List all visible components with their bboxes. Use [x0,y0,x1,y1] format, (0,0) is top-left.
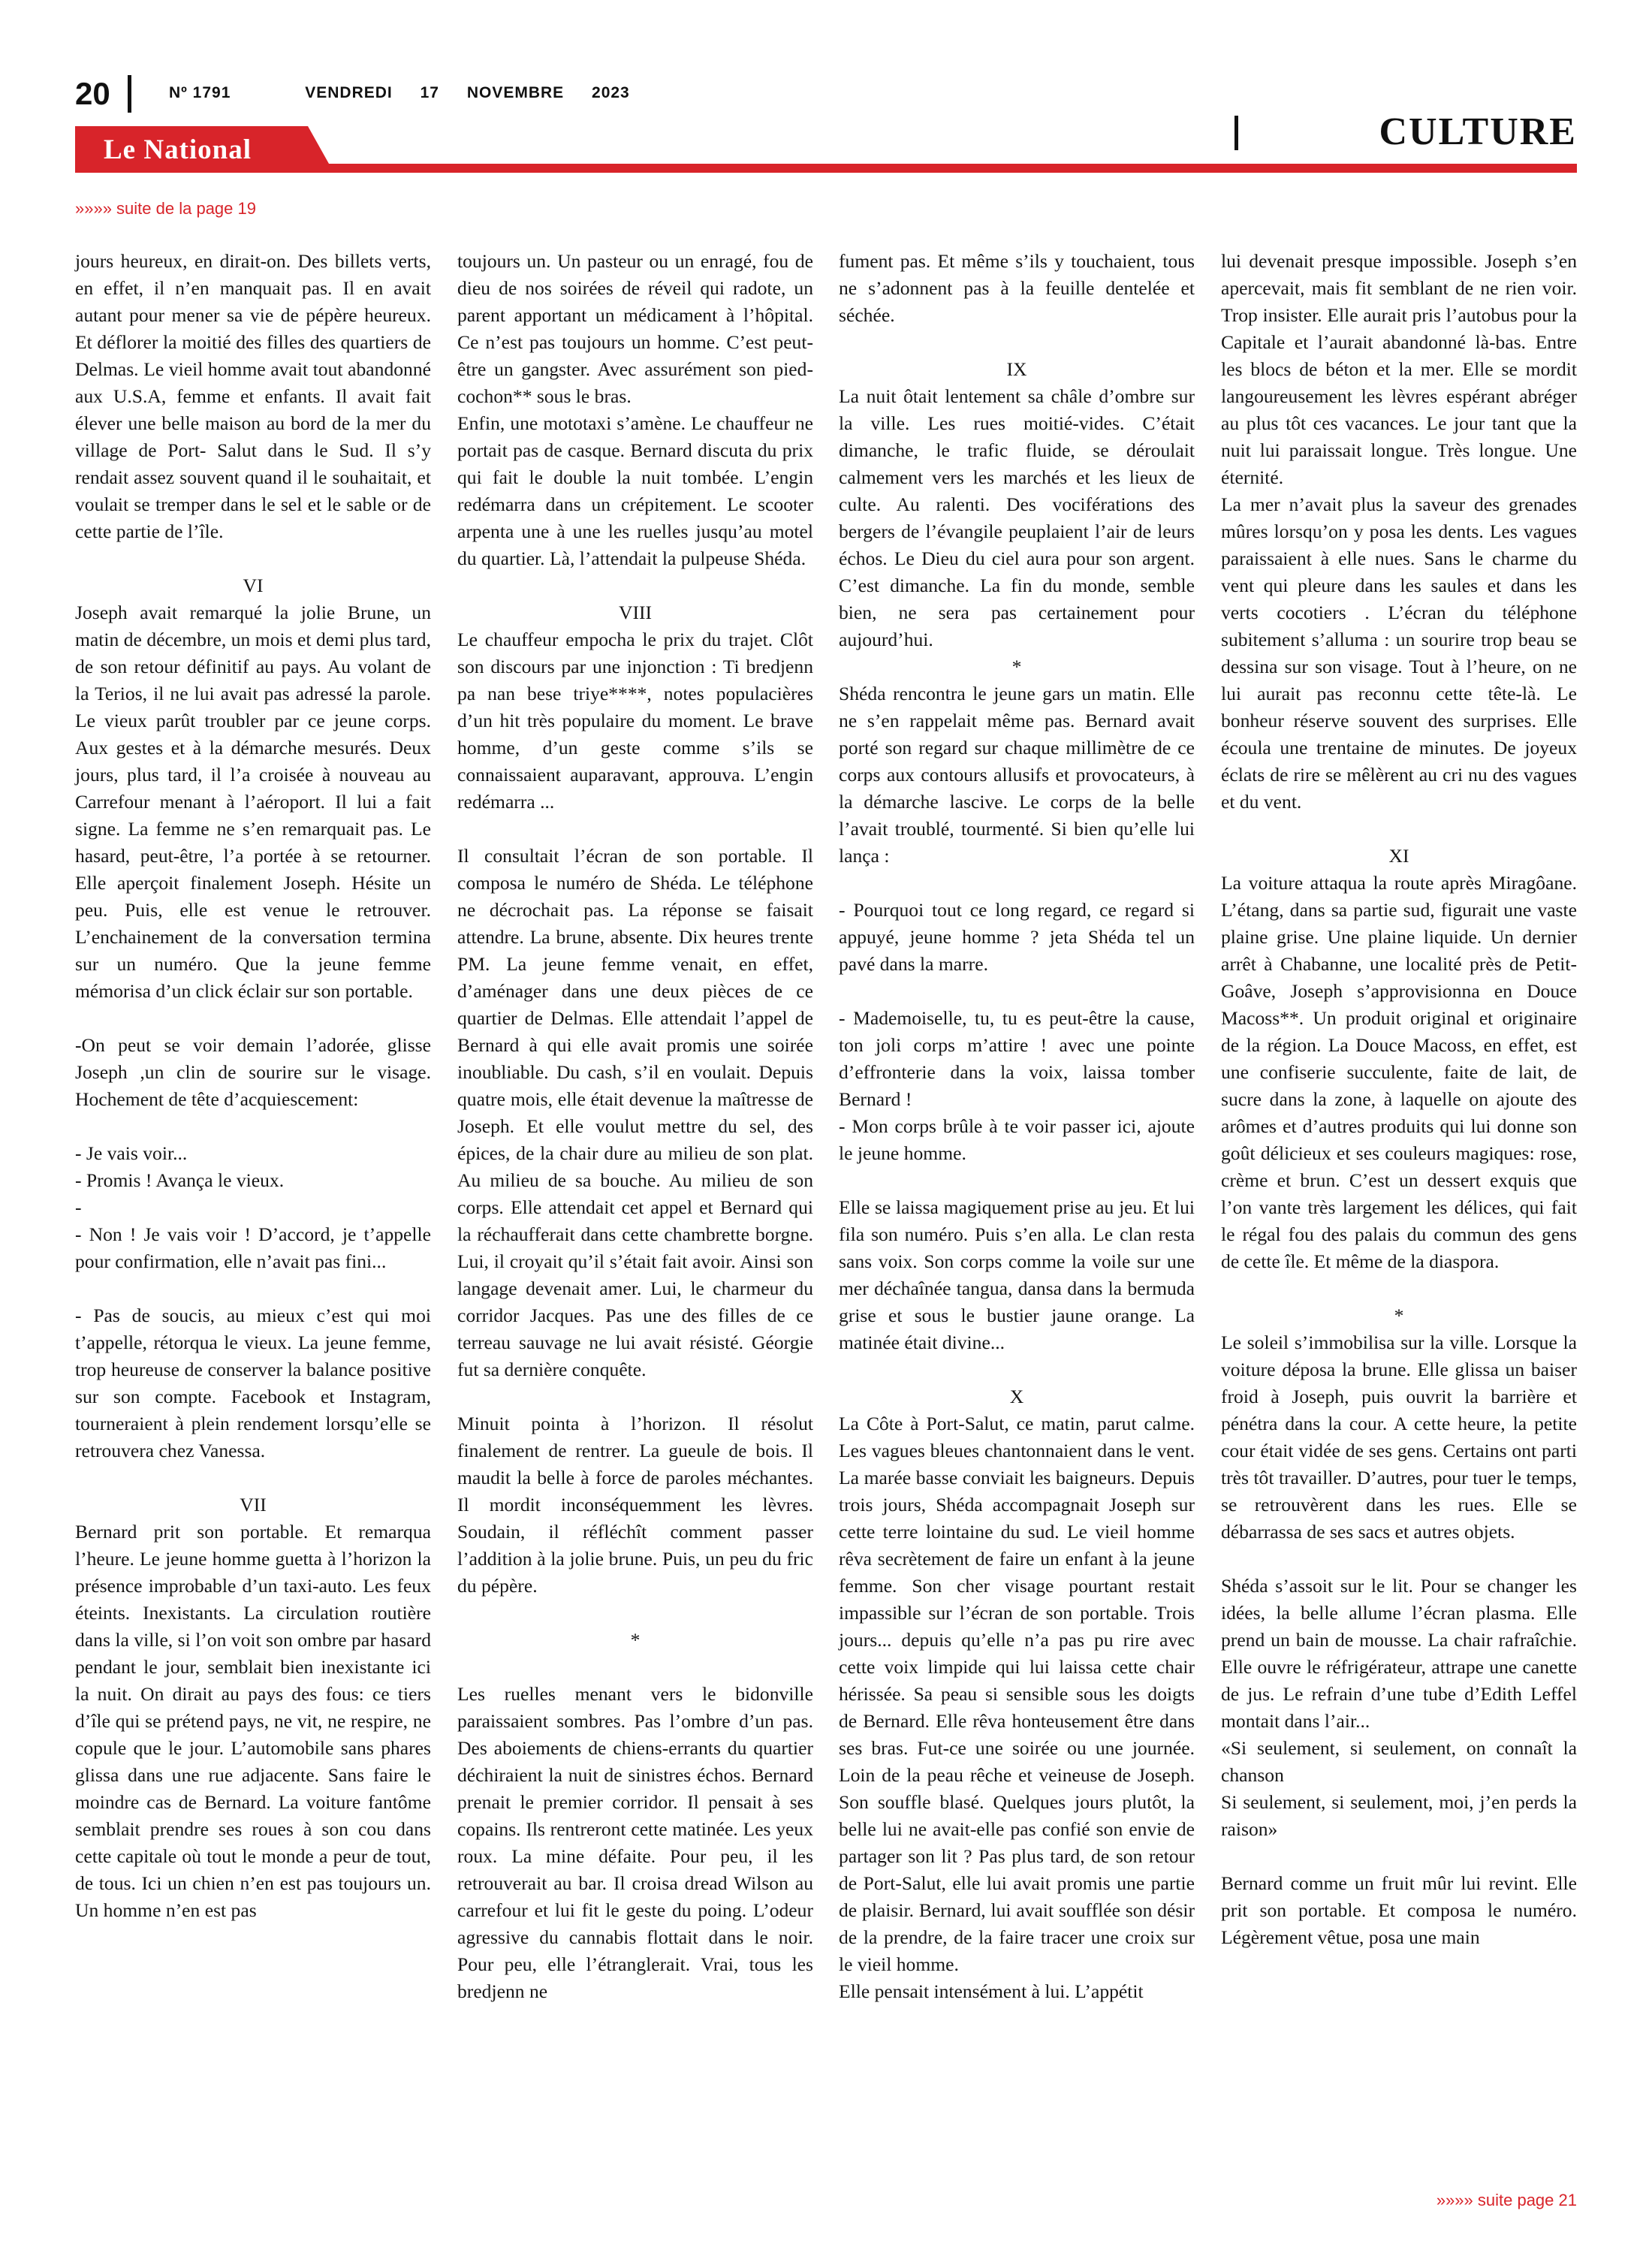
paragraph: - Mon corps brûle à te voir passer ici, ajoute le jeune homme. [839,1115,1195,1164]
chapter-heading: IX [1006,358,1027,380]
paragraph: lui devenait presque impossible. Joseph s’en apercevait, mais fit semblant de ne rien voir. Trop insister. Elle aurait pris l’autobus pour la Capitale et l’aurait abandonné là-bas. Entre les blocs de béton et la mer. Elle se mordit langoureusement les lèvres espérant abréger au plus tôt ces vacances. Le jour tant que la nuit lui paraissait longue. Très longue. Une éternité. [1221,250,1577,488]
issue-day: VENDREDI [305,84,393,101]
chapter-heading: VIII [618,602,653,623]
continued-to: »»»» suite page 21 [1436,2191,1577,2209]
section-break: * [630,1629,641,1651]
paragraph: fument pas. Et même s’ils y touchaient, tous ne s’adonnent pas à la feuille dentelée et séchée. [839,250,1195,326]
paragraph: Le chauffeur empocha le prix du trajet. Clôt son discours par une injonction : Ti bredjenn pa nan bese triye****, notes populacières d’un hit très populaire du moment. Le brave homme, d’un geste comme s’ils se connaissaient auparavant, approuva. L’engin redémarra ... [457,629,813,813]
column-3 [839,248,1195,2005]
paragraph: Bernard prit son portable. Et remarqua l’heure. Le jeune homme guetta à l’horizon la présence improbable d’un taxi-auto. Les feux éteints. Inexistants. La circulation routière dans la ville, si l’on voit son ombre par hasard pendant le jour, semblait bien inexistante ici la nuit. On dirait au pays des fous: ce tiers d’île qui se prétend pays, ne vit, ne respire, ne copule que le jour. L’automobile sans phares glissa dans une rue adjacente. Sans faire le moindre cas de Bernard. La voiture fantôme semblait prendre ses roues à son cou dans cette capitale où tout le monde a peur de tout, de tous. Ici un chien n’en est pas toujours un. Un homme n’en est pas [75,1521,431,1921]
paragraph: - Pourquoi tout ce long regard, ce regard si appuyé, jeune homme ? jeta Shéda tel un pavé dans la marre. [839,899,1195,975]
chapter-heading: VI [243,575,264,596]
paragraph: toujours un. Un pasteur ou un enragé, fou de dieu de nos soirées de réveil qui radote, un parent apportant un médicament à l’hôpital. Ce n’est pas toujours un homme. C’est peut-être un gangster. Avec assurément son pied-cochon** sous le bras. [457,250,813,407]
chapter-heading: XI [1388,845,1409,867]
paragraph: Shéda rencontra le jeune gars un matin. Elle ne s’en rappelait même pas. Bernard avait porté son regard sur chaque millimètre de ce corps aux contours allusifs et provocateurs, à la démarche lascive. Le corps de la belle l’avait troublé, tourmenté. Si bien qu’elle lui lança : [839,683,1195,867]
paragraph: -On peut se voir demain l’adorée, glisse Joseph ,un clin de sourire sur le visage. Hochement de tête d’acquiescement: [75,1034,431,1110]
paragraph: «Si seulement, si seulement, on connaît la chanson [1221,1737,1577,1786]
section-break: * [1011,656,1022,677]
section-break: * [1394,1304,1404,1326]
brand-band-shape [75,126,1577,173]
paragraph: La mer n’avait plus la saveur des grenades mûres lorsqu’on y posa les dents. Les vagues paraissaient à elle nues. Sans le charme du vent qui pleure dans les saules et dans les verts cocotiers . L’écran du téléphone subitement s’alluma : un sourire trop beau se dessina sur son visage. Tout à l’heure, on ne lui aurait pas reconnu cette tête-là. Le bonheur réserve souvent des surprises. Elle écoula une trentaine de minutes. De joyeux éclats de rire se mêlèrent au cri nu des vagues et du vent. [1221,493,1577,813]
paragraph: - [75,1196,82,1218]
issue-year: 2023 [592,84,630,101]
paragraph: Les ruelles menant vers le bidonville paraissaient sombres. Pas l’ombre d’un pas. Des aboiements de chiens-errants du quartier déchiraient la nuit de sinistres échos. Bernard prenait le premier corridor. Il pensait à ses copains. Ils rentreront cette matinée. Les yeux roux. La mine défaite. Pour peu, il les retrouverait au bar. Il croisa dread Wilson au carrefour et lui fit le geste du poing. L’odeur agressive du cannabis flottait dans le noir. Pour peu, elle l’étranglerait. Vrai, tous les bredjenn ne [457,1683,813,2002]
issue-date-day: 17 [420,84,439,101]
paragraph: - Non ! Je vais voir ! D’accord, je t’appelle pour confirmation, elle n’avait pas fini... [75,1223,431,1272]
issue-line [169,84,653,102]
paragraph: Minuit pointa à l’horizon. Il résolut finalement de rentrer. La gueule de bois. Il maudit la belle à force de paroles méchantes. Il mordit inconséquemment les lèvres. Soudain, il réfléchît comment passer l’addition à la jolie brune. Puis, un peu du fric du pépère. [457,1413,813,1597]
page-number-divider [128,75,131,113]
paragraph: La voiture attaqua la route après Miragôane. L’étang, dans sa partie sud, figurait une vaste plaine grise. Une plaine liquide. Un dernier arrêt à Chabanne, une localité près de Petit-Goâve, Joseph s’approvisionna en Douce Macoss**. Un produit original et originaire de la région. La Douce Macoss, en effet, est une confiserie succulente, faite de lait, de sucre dans la zone, à laquelle on ajoute des arômes et d’autres produits qui lui donne son goût délicieux et ses couleurs magiques: rose, crème et brun. C’est un dessert exquis que l’on vante très largement les délices, qui fait le régal fou des palais du commun des gens de cette île. Et même de la diaspora. [1221,872,1577,1272]
section-title: CULTURE [1379,110,1577,153]
paragraph: - Pas de soucis, au mieux c’est qui moi t’appelle, rétorqua le vieux. La jeune femme, trop heureuse de conserver la balance positive sur son compte. Facebook et Instagram, tourneraient à plein rendement lorsqu’elle se retrouvera chez Vanessa. [75,1304,431,1461]
paragraph: Bernard comme un fruit mûr lui revint. Elle prit son portable. Et composa le numéro. Légèrement vêtue, posa une main [1221,1872,1577,1948]
paragraph: Si seulement, si seulement, moi, j’en perds la raison» [1221,1791,1577,1840]
paragraph: Il consultait l’écran de son portable. Il composa le numéro de Shéda. Le téléphone ne décrochait pas. La réponse se faisait attendre. La brune, absente. Dix heures trente PM. La jeune femme venait, en effet, d’aménager dans une deux pièces de ce quartier de Delmas. Elle attendait l’appel de Bernard à qui elle avait promis une soirée inoubliable. Du cash, s’il en voulait. Depuis quatre mois, elle était devenue la maîtresse de Joseph. Et elle voulut mettre du sel, des épices, de la chair dure au milieu de son plat. Au milieu de sa bouche. Au milieu de son corps. Elle attendait cet appel et Bernard qui la réchaufferait dans cette chambrette borgne. Lui, il croyait qu’il s’était fait avoir. Ainsi son langage devenait amer. Lui, le charmeur du corridor Jacques. Pas une des filles de ce terreau sauvage ne lui avait résisté. Géorgie fut sa dernière conquête. [457,845,813,1380]
issue-month: NOVEMBRE [466,84,565,101]
paragraph: La nuit ôtait lentement sa châle d’ombre sur la ville. Les rues moitié-vides. C’était dimanche, le trafic fluide, se déroulait calmement vers les marchés et les lieux de culte. Au ralenti. Des vociférations des bergers de l’évangile peuplaient l’air de leurs échos. Le Dieu du ciel aura pour son argent. C’est dimanche. La fin du monde, semble bien, ne sera pas certainement pour aujourd’hui. [839,385,1195,650]
article-body [75,248,1577,2178]
paragraph: Enfin, une mototaxi s’amène. Le chauffeur ne portait pas de casque. Bernard discuta du prix qui fait le double la nuit tombée. L’engin redémarra dans un crépitement. Le scooter arpenta une à une les ruelles jusqu’au motel du quartier. Là, l’attendait la pulpeuse Shéda. [457,412,813,569]
chapter-heading: X [1009,1386,1024,1407]
column-4 [1221,248,1577,1951]
paragraph: Elle pensait intensément à lui. L’appétit [839,1980,1144,2002]
paragraph: Le soleil s’immobilisa sur la ville. Lorsque la voiture déposa la brune. Elle glissa un baiser froid à Joseph, puis ouvrit la barrière et pénétra dans la cour. A cette heure, la petite cour était vidée de ses gens. Certains ont parti très tôt travailler. D’autres, pour tuer le temps, se retrouvèrent dans les rues. Elle se débarrassa de ses sacs et autres objets. [1221,1332,1577,1543]
brand-logo: Le National [104,134,252,165]
issue-number: Nº 1791 [169,84,231,101]
paragraph: Shéda s’assoit sur le lit. Pour se changer les idées, la belle allume l’écran plasma. Elle prend un bain de mousse. La chair rafraîchie. Elle ouvre le réfrigérateur, attrape une canette de jus. Le refrain d’une tube d’Edith Leffel montait dans l’air... [1221,1575,1577,1732]
page-number: 20 [75,76,110,111]
paragraph: La Côte à Port-Salut, ce matin, parut calme. Les vagues bleues chantonnaient dans le vent. La marée basse conviait les baigneurs. Depuis trois jours, Shéda accompagnait Joseph sur cette terre lointaine du sud. Le vieil homme rêva secrètement de faire un enfant à la jeune femme. Son cher visage pourtant restait impassible sur l’écran de son portable. Trois jours... depuis qu’elle n’a pas pu rire avec cette voix limpide qui lui laissa cette chair hérissée. Sa peau si sensible sous les doigts de Bernard. Elle rêva honteusement être dans ses bras. Fut-ce une soirée ou une journée. Loin de la peau rêche et veineuse de Joseph. Son souffle blasé. Quelques jours plutôt, la belle lui ne avait-elle pas confié son envie de partager son lit ? Pas plus tard, de son retour de Port-Salut, elle lui avait promis une partie de plaisir. Bernard, lui avait soufflée son désir de la prendre, de la faire tracer une croix sur le vieil homme. [839,1413,1195,1975]
brand-band [75,126,1577,173]
paragraph: Joseph avait remarqué la jolie Brune, un matin de décembre, un mois et demi plus tard, de son retour définitif au pays. Au volant de la Terios, il ne lui avait pas adressé la parole. Le vieux parût troubler par ce jeune corps. Aux gestes et à la démarche mesurés. Deux jours, plus tard, il l’a croisée à nouveau au Carrefour menant à l’aéroport. Il lui a fait signe. La femme ne s’en remarquait pas. Le hasard, peut-être, l’a portée à se retourner. Elle aperçoit finalement Joseph. Hésite un peu. Puis, elle est venue le retrouver. L’enchainement de la conversation termina sur un numéro. Que la jeune femme mémorisa d’un click éclair sur son portable. [75,602,431,1002]
paragraph: - Promis ! Avança le vieux. [75,1169,285,1191]
column-2 [457,248,813,2005]
paragraph: Elle se laissa magiquement prise au jeu. Et lui fila son numéro. Puis s’en alla. Le clan resta sans voix. Son corps comme la voile sur une mer déchaînée tangua, dansa dans la bermuda grise et sous le bustier jaune orange. La matinée était divine... [839,1196,1195,1353]
paragraph: - Mademoiselle, tu, tu es peut-être la cause, ton joli corps m’attire ! avec une pointe d’effronterie dans la voix, laissa tomber Bernard ! [839,1007,1195,1110]
column-1 [75,248,431,1924]
continued-from: »»»» suite de la page 19 [75,199,256,218]
page-header [75,72,1577,116]
paragraph: jours heureux, en dirait-on. Des billets verts, en effet, il n’en manquait pas. Il en avait autant pour mener sa vie de pépère heureux. Et déflorer la moitié des filles des quartiers de Delmas. Le vieil homme avait tout abandonné aux U.S.A, femme et enfants. Il avait fait élever une belle maison au bord de la mer du village de Port- Salut dans le Sud. Il s’y rendait assez souvent quand il le souhaitait, et voulait se tremper dans le sel et le sable or de cette partie de l’île. [75,250,431,542]
paragraph: - Je vais voir... [75,1142,188,1164]
chapter-heading: VII [240,1494,267,1516]
